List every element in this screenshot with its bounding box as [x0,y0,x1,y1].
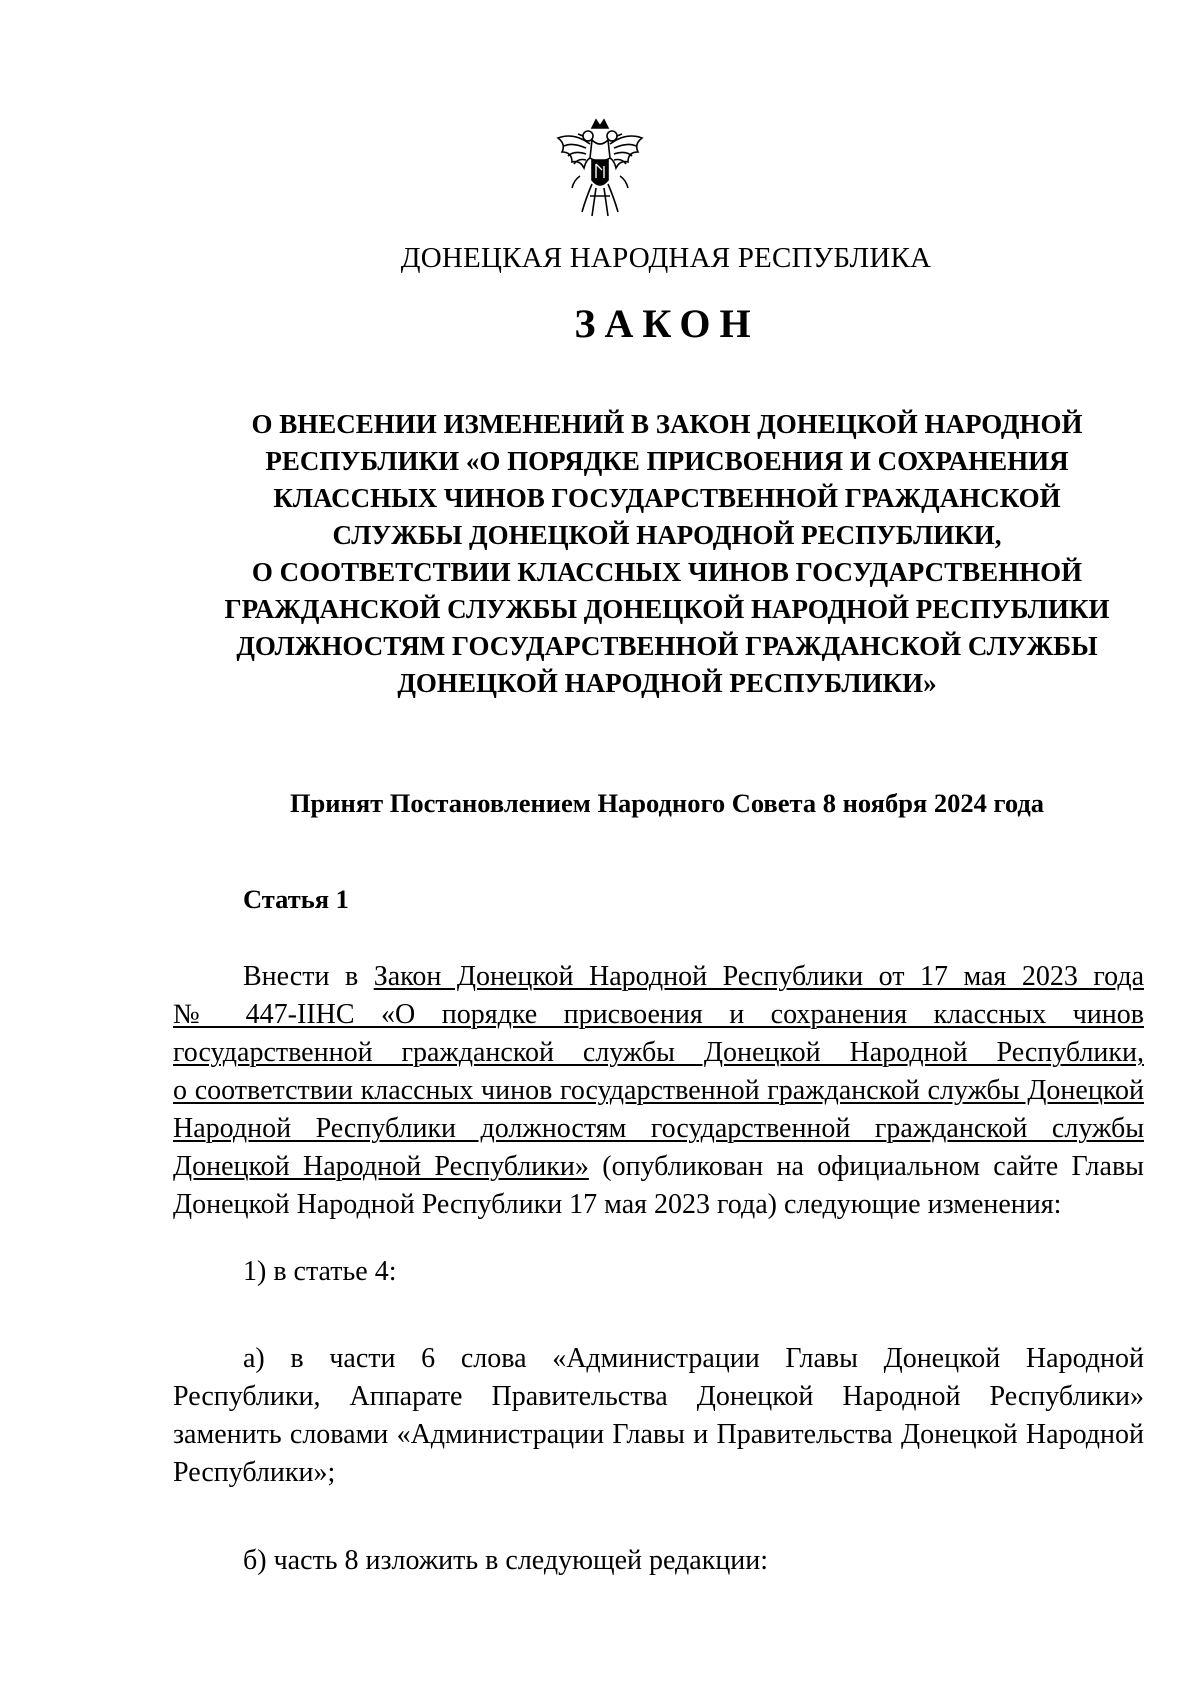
publication-note-text: (опубликован на официальном сайте Главы [588,1151,1144,1182]
paragraph-line: Республики»; [173,1457,336,1488]
law-title-line: О ВНЕСЕНИИ ИЗМЕНЕНИЙ В ЗАКОН ДОНЕЦКОЙ НАРОДНОЙ [251,409,1083,439]
paragraph-line [173,1148,1144,1186]
article-heading: Статья 1 [243,884,349,914]
item-1-text: 1) в статье 4: [243,1256,397,1287]
paragraph-line [173,958,1144,996]
paragraph-line: а) в части 6 слова «Администрации Главы Донецкой Народной [243,1343,1144,1374]
amended-law-link[interactable]: о соответствии классных чинов государственной гражданской службы Донецкой [173,1075,1144,1106]
paragraph-line: заменить словами «Администрации Главы и Правительства Донецкой Народной [173,1419,1144,1450]
law-title-line: О СООТВЕТСТВИИ КЛАССНЫХ ЧИНОВ ГОСУДАРСТВЕННОЙ [251,557,1083,587]
law-title-line: СЛУЖБЫ ДОНЕЦКОЙ НАРОДНОЙ РЕСПУБЛИКИ, [332,520,1002,550]
paragraph-line: Республики, Аппарате Правительства Донецкой Народной Республики» [173,1381,1144,1412]
dpr-coat-of-arms-icon [600,118,696,222]
amended-law-link[interactable]: Закон Донецкой Народной Республики от 17 мая 2023 года [373,961,1145,992]
law-title-line: ГРАЖДАНСКОЙ СЛУЖБЫ ДОНЕЦКОЙ НАРОДНОЙ РЕСПУБЛИКИ [224,594,1110,624]
item-a [173,1340,1144,1492]
amended-law-link[interactable]: № 447-IIНС «О порядке присвоения и сохранения классных чинов [173,999,1144,1030]
item-1 [173,1253,1144,1291]
law-title-line: ДОНЕЦКОЙ НАРОДНОЙ РЕСПУБЛИКИ» [397,668,937,698]
intro-lead-text: Внести в [243,961,374,992]
law-title-line: РЕСПУБЛИКИ «О ПОРЯДКЕ ПРИСВОЕНИЯ И СОХРАНЕНИЯ [265,446,1069,476]
paragraph-line [173,1034,1144,1072]
item-b [173,1542,1144,1580]
adoption-note: Принят Постановлением Народного Совета 8 ноября 2024 года [289,788,1045,818]
law-title-line: КЛАССНЫХ ЧИНОВ ГОСУДАРСТВЕННОЙ ГРАЖДАНСКОЙ [273,483,1061,513]
paragraph-line [173,996,1144,1034]
law-title [0,406,1200,702]
document-type-title: ЗАКОН [574,301,760,346]
paragraph-line [173,1110,1144,1148]
amended-law-link[interactable]: государственной гражданской службы Донецкой Народной Республики, [173,1037,1144,1068]
article-intro-paragraph [173,958,1144,1224]
amended-law-link[interactable]: Народной Республики должностям государственной гражданской службы [173,1113,1144,1144]
law-title-line: ДОЛЖНОСТЯМ ГОСУДАРСТВЕННОЙ ГРАЖДАНСКОЙ СЛУЖБЫ [236,631,1098,661]
republic-name: ДОНЕЦКАЯ НАРОДНАЯ РЕСПУБЛИКА [400,242,932,274]
amended-law-link[interactable]: Донецкой Народной Республики» [173,1151,589,1182]
paragraph-line [173,1072,1144,1110]
paragraph-line: Донецкой Народной Республики 17 мая 2023 года) следующие изменения: [173,1189,1062,1220]
item-b-text: б) часть 8 изложить в следующей редакции: [243,1545,769,1576]
